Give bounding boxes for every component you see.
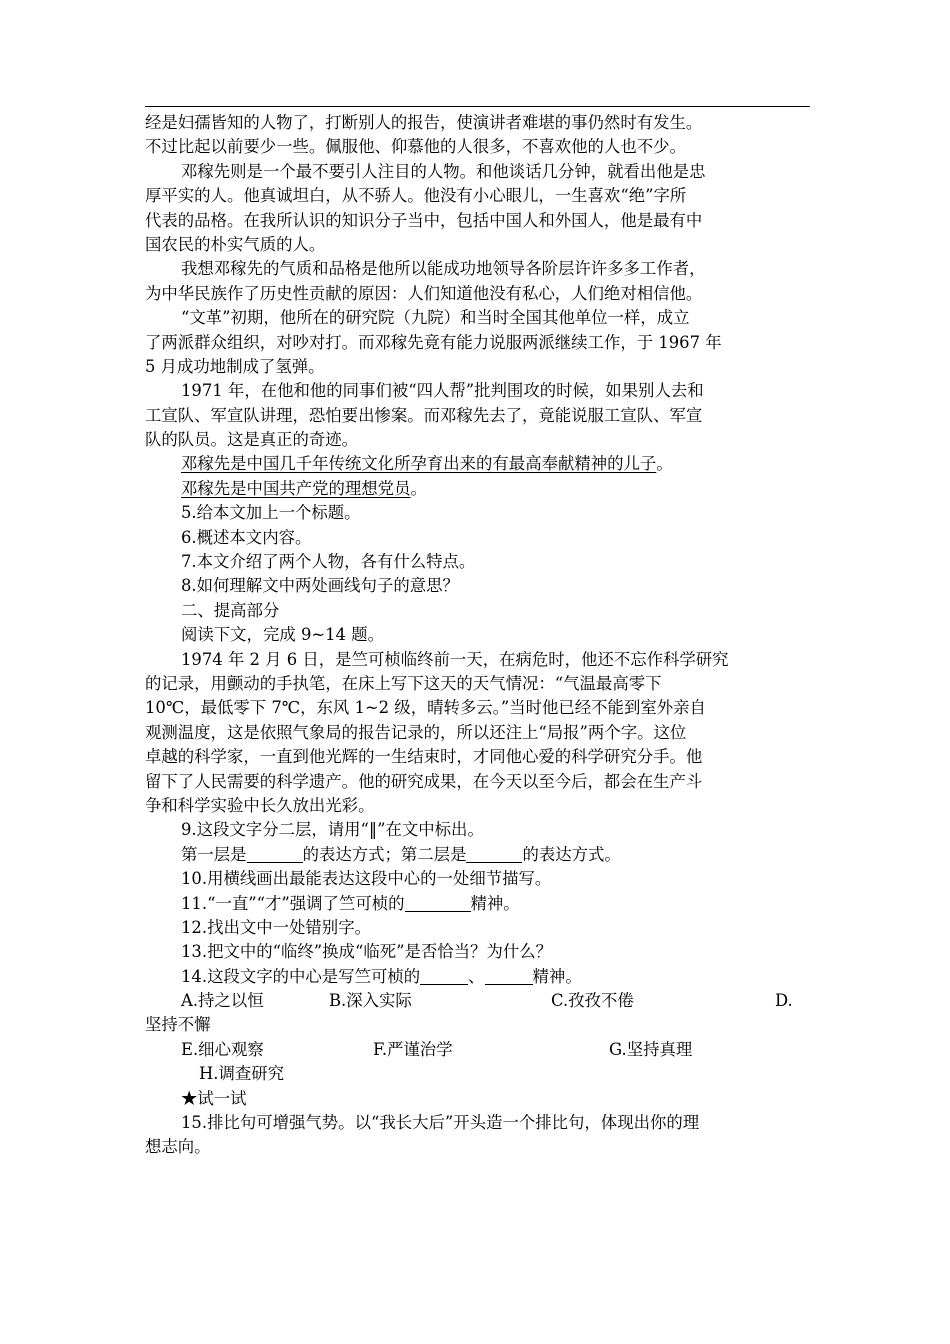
text-line: 代表的品格。在我所认识的知识分子当中，包括中国人和外国人，他是最有中 (145, 210, 703, 230)
underlined-sentence-1: 邓稼先是中国几千年传统文化所孕育出来的有最高奉献精神的儿子。 (181, 454, 673, 474)
passage-line: 留下了人民需要的科学遗产。他的研究成果，在今天以至今后，都会在生产斗 (145, 771, 703, 791)
text-line: 不过比起以前要少一些。佩服他、仰慕他的人很多，不喜欢他的人也不少。 (145, 137, 686, 157)
underlined-sentence-2: 邓稼先是中国共产党的理想党员。 (181, 478, 427, 498)
question-15: 15.排比句可增强气势。以“我长大后”开头造一个排比句，体现出你的理 (181, 1113, 700, 1133)
fill-blank[interactable] (466, 844, 522, 863)
text-line: 为中华民族作了历史性贡献的原因：人们知道他没有私心，人们绝对相信他。 (145, 283, 703, 303)
question-7: 7.本文介绍了两个人物，各有什么特点。 (181, 552, 476, 572)
text-line: 我想邓稼先的气质和品格是他所以能成功地领导各阶层许许多多工作者， (181, 259, 706, 279)
question-8: 8.如何理解文中两处画线句子的意思？ (181, 576, 459, 596)
text-line: 工宣队、军宣队讲理，恐怕要出惨案。而邓稼先去了，竟能说服工宣队、军宣 (145, 405, 703, 425)
fill-blank[interactable] (247, 844, 303, 863)
text-line: 5 月成功地制成了氢弹。 (145, 356, 325, 376)
fill-blank[interactable] (420, 966, 468, 985)
option-c[interactable]: C.孜孜不倦 (551, 991, 634, 1011)
question-9: 9.这段文字分二层，请用“‖”在文中标出。 (181, 820, 484, 840)
text-line: 国农民的朴实气质的人。 (145, 234, 326, 254)
question-14: 14.这段文字的中心是写竺可桢的 、 精神。 (181, 966, 582, 986)
question-6: 6.概述本文内容。 (181, 527, 312, 547)
text-body (145, 111, 810, 1160)
try-title: ★试一试 (181, 1088, 247, 1108)
underlined-text: 邓稼先是中国几千年传统文化所孕育出来的有最高奉献精神的儿子 (181, 454, 657, 474)
text-line: 队的队员。这是真正的奇迹。 (145, 430, 359, 450)
option-d-text: 坚持不懈 (145, 1015, 211, 1035)
text-line: 邓稼先则是一个最不要引人注目的人物。和他谈话几分钟，就看出他是忠 (181, 161, 706, 181)
header-rule (145, 106, 810, 107)
question-10: 10.用横线画出最能表达这段中心的一处细节描写。 (181, 869, 552, 889)
question-12: 12.找出文中一处错别字。 (181, 917, 371, 937)
underlined-text: 邓稼先是中国共产党的理想党员 (181, 478, 411, 498)
option-e[interactable]: E.细心观察 (181, 1039, 264, 1059)
option-h[interactable]: H.调查研究 (199, 1064, 285, 1084)
reading-instruction: 阅读下文，完成 9~14 题。 (181, 625, 384, 645)
passage-line: 争和科学实验中长久放出光彩。 (145, 795, 375, 815)
question-15-cont: 想志向。 (145, 1137, 211, 1157)
options-row-1 (145, 989, 810, 1013)
question-11: 11.“一直”“才”强调了竺可桢的 精神。 (181, 893, 520, 913)
question-9-fill: 第一层是 的表达方式；第二层是 的表达方式。 (181, 844, 621, 864)
passage-line: 观测温度，这是依照气象局的报告记录的，所以还注上“局报”两个字。这位 (145, 722, 687, 742)
question-5: 5.给本文加上一个标题。 (181, 503, 361, 523)
fill-blank[interactable] (485, 966, 533, 985)
passage-line: 的记录，用颤动的手执笔，在床上写下这天的天气情况：“气温最高零下 (145, 673, 662, 693)
text-line: 厚平实的人。他真诚坦白，从不骄人。他没有小心眼儿，一生喜欢“绝”字所 (145, 186, 687, 206)
passage-line: 10℃，最低零下 7℃，东风 1~2 级，晴转多云。”当时他已经不能到室外亲自 (145, 698, 706, 718)
text-line: “文革”初期，他所在的研究院（九院）和当时全国其他单位一样，成立 (181, 308, 690, 328)
text-line: 1971 年，在他和他的同事们被“四人帮”批判围攻的时候，如果别人去和 (181, 381, 704, 401)
passage-line: 1974 年 2 月 6 日，是竺可桢临终前一天，在病危时，他还不忘作科学研究 (181, 649, 729, 669)
option-a[interactable]: A.持之以恒 (181, 991, 264, 1011)
text-line: 经是妇孺皆知的人物了，打断别人的报告，使演讲者难堪的事仍然时有发生。 (145, 113, 703, 132)
option-b[interactable]: B.深入实际 (329, 991, 412, 1011)
option-d[interactable]: D. (775, 991, 793, 1011)
option-g[interactable]: G.坚持真理 (609, 1039, 693, 1059)
question-13: 13.把文中的“临终”换成“临死”是否恰当？为什么？ (181, 942, 553, 962)
fill-blank[interactable] (405, 893, 471, 912)
options-row-2 (145, 1038, 810, 1062)
section-title: 二、提高部分 (181, 600, 280, 620)
text-line: 了两派群众组织，对吵对打。而邓稼先竟有能力说服两派继续工作，于 1967 年 (145, 332, 722, 352)
passage-line: 卓越的科学家，一直到他光辉的一生结束时，才同他心爱的科学研究分手。他 (145, 747, 703, 767)
option-f[interactable]: F.严谨治学 (373, 1039, 453, 1059)
